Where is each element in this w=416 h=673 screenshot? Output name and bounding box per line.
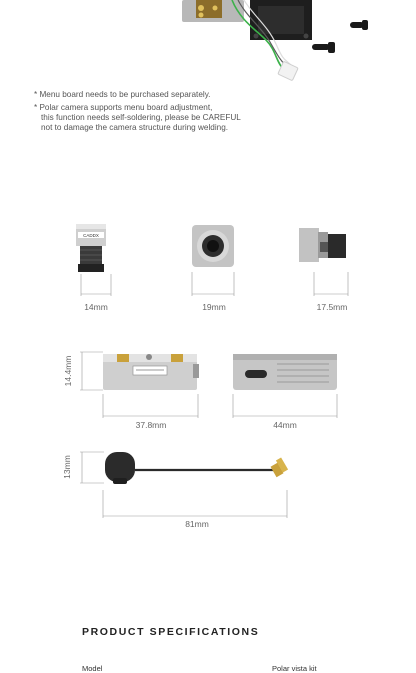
note-menu-board: * Menu board needs to be purchased separately.	[34, 90, 211, 99]
antenna-length-label: 81mm	[185, 519, 209, 529]
vtx-side-length-label: 44mm	[273, 420, 297, 430]
usb-c-port-icon	[245, 370, 267, 378]
camera-brand-text: CADDX	[83, 233, 99, 238]
camera-face-width-label: 19mm	[202, 302, 226, 312]
note-polar-line1: * Polar camera supports menu board adjustment,	[34, 103, 213, 112]
note-polar-line3: not to damage the camera structure during welding.	[41, 123, 229, 132]
antenna-height-label: 13mm	[62, 455, 72, 479]
note-polar-line2: this function needs self-soldering, please be CAREFUL	[41, 113, 241, 122]
spec-row-model-label: Model	[82, 664, 103, 673]
vtx-top-length-label: 37.8mm	[135, 420, 167, 430]
antenna-illustration	[103, 448, 293, 488]
vtx-top-view	[103, 350, 203, 392]
vtx-side-view	[233, 350, 341, 392]
camera-side-width-label: 17.5mm	[316, 302, 348, 312]
camera-front-width-label: 14mm	[84, 302, 108, 312]
product-specifications-title: PRODUCT SPECIFICATIONS	[82, 626, 260, 638]
spec-row-model-value: Polar vista kit	[272, 664, 317, 673]
vtx-height-label: 14.4mm	[63, 355, 73, 387]
